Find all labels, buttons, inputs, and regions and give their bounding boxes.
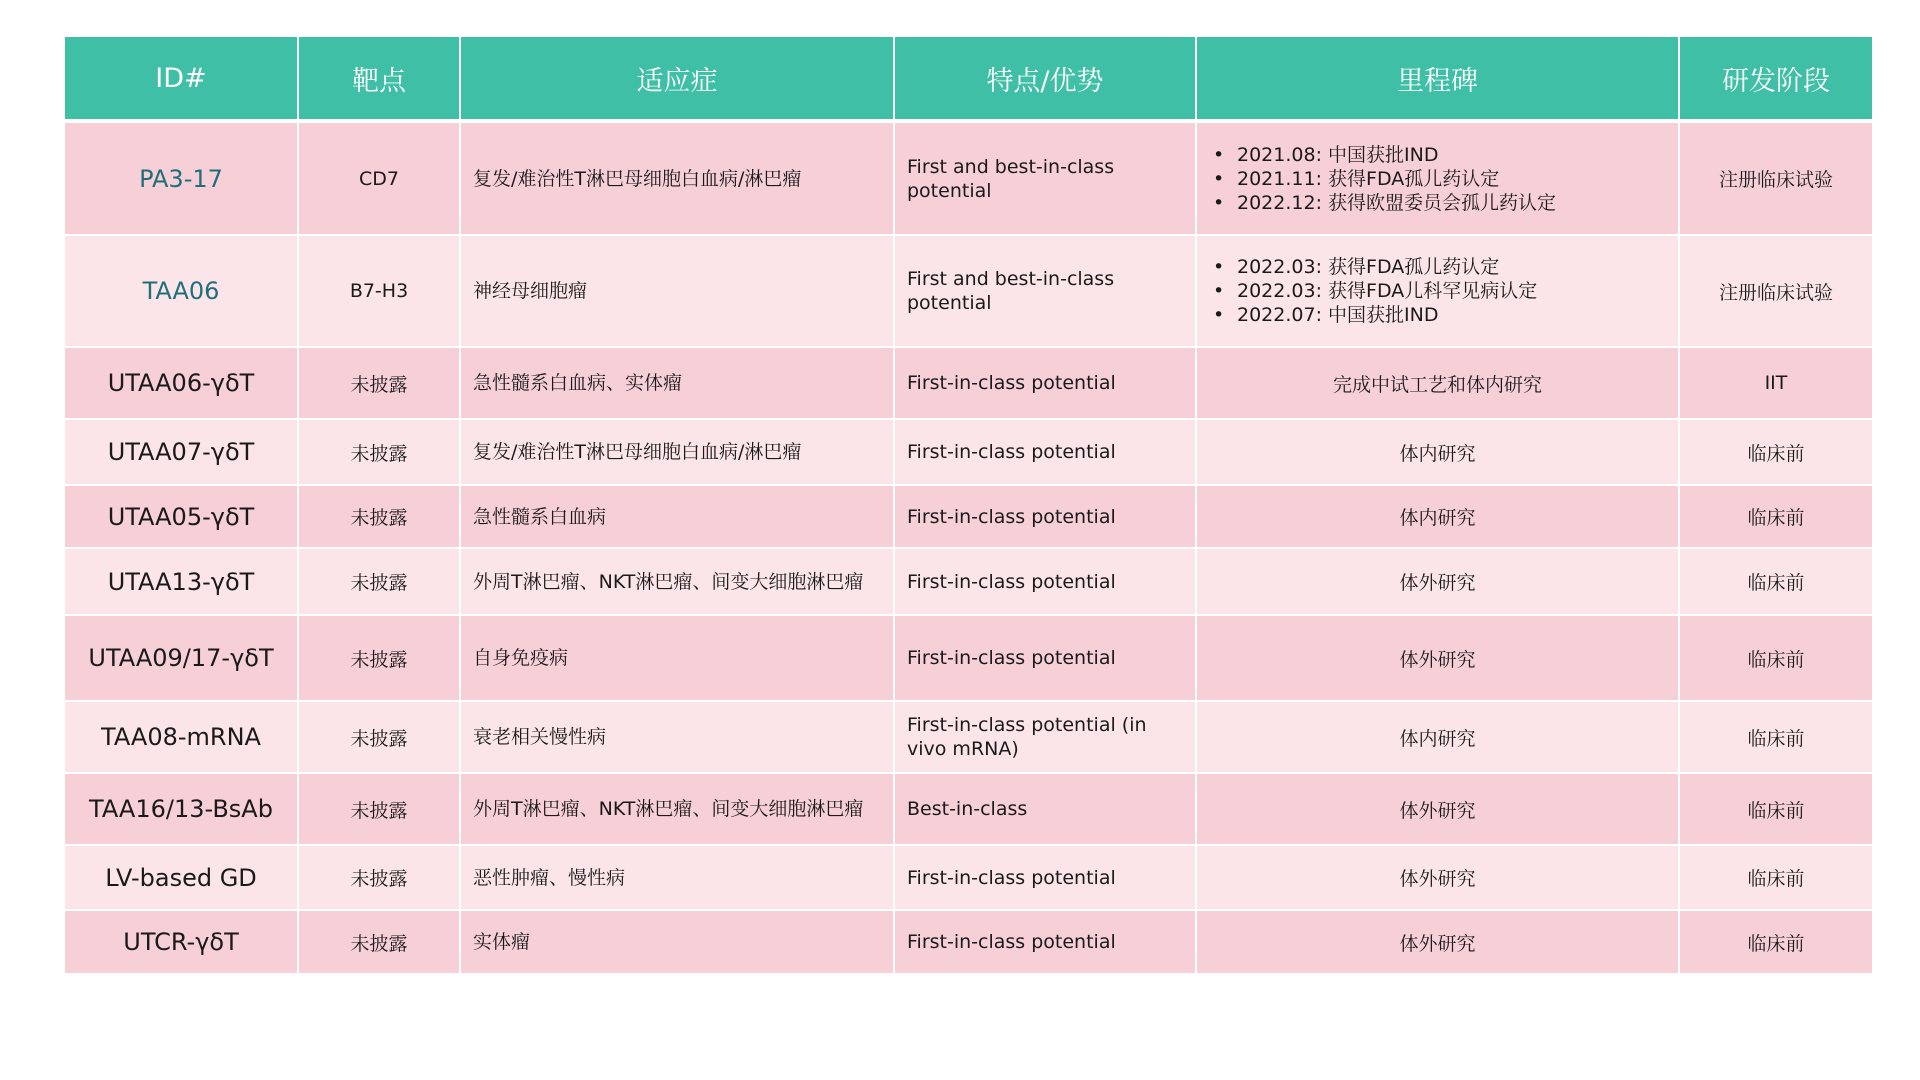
- cell-feature: First-in-class potential (in vivo mRNA): [894, 701, 1196, 773]
- cell-stage: 临床前: [1679, 419, 1872, 485]
- cell-indication: 复发/难治性T淋巴母细胞白血病/淋巴瘤: [460, 121, 894, 235]
- cell-id[interactable]: PA3-17: [65, 121, 298, 235]
- cell-indication: 神经母细胞瘤: [460, 235, 894, 347]
- cell-target: 未披露: [298, 773, 460, 845]
- milestone-item: • 2021.11: 获得FDA孤儿药认定: [1209, 167, 1666, 191]
- cell-indication: 外周T淋巴瘤、NKT淋巴瘤、间变大细胞淋巴瘤: [460, 548, 894, 615]
- cell-target: 未披露: [298, 701, 460, 773]
- header-feature: 特点/优势: [894, 37, 1196, 121]
- cell-target: 未披露: [298, 548, 460, 615]
- milestone-list: [1209, 143, 1666, 215]
- cell-stage: 注册临床试验: [1679, 235, 1872, 347]
- cell-indication: 外周T淋巴瘤、NKT淋巴瘤、间变大细胞淋巴瘤: [460, 773, 894, 845]
- cell-feature: First-in-class potential: [894, 548, 1196, 615]
- header-stage: 研发阶段: [1679, 37, 1872, 121]
- cell-feature: First-in-class potential: [894, 845, 1196, 910]
- cell-stage: 临床前: [1679, 773, 1872, 845]
- cell-stage: 临床前: [1679, 845, 1872, 910]
- cell-indication: 自身免疫病: [460, 615, 894, 701]
- table-header-row: [65, 37, 1872, 121]
- cell-stage: 注册临床试验: [1679, 121, 1872, 235]
- cell-feature: First-in-class potential: [894, 615, 1196, 701]
- cell-stage: 临床前: [1679, 615, 1872, 701]
- cell-indication: 复发/难治性T淋巴母细胞白血病/淋巴瘤: [460, 419, 894, 485]
- cell-stage: 临床前: [1679, 910, 1872, 974]
- table-row: [65, 235, 1872, 347]
- table-row: [65, 485, 1872, 548]
- cell-target: CD7: [298, 121, 460, 235]
- cell-stage: IIT: [1679, 347, 1872, 419]
- cell-indication: 恶性肿瘤、慢性病: [460, 845, 894, 910]
- milestone-item: • 2021.08: 中国获批IND: [1209, 143, 1666, 167]
- cell-stage: 临床前: [1679, 701, 1872, 773]
- cell-milestone: 完成中试工艺和体内研究: [1196, 347, 1679, 419]
- cell-target: 未披露: [298, 910, 460, 974]
- cell-id: UTAA07-γδT: [65, 419, 298, 485]
- header-indication: 适应症: [460, 37, 894, 121]
- table-row: [65, 548, 1872, 615]
- cell-id: UTAA06-γδT: [65, 347, 298, 419]
- table-row: [65, 121, 1872, 235]
- table-row: [65, 419, 1872, 485]
- cell-feature: First and best-in-class potential: [894, 121, 1196, 235]
- cell-id: TAA16/13-BsAb: [65, 773, 298, 845]
- table-row: [65, 773, 1872, 845]
- cell-feature: First-in-class potential: [894, 419, 1196, 485]
- cell-target: 未披露: [298, 419, 460, 485]
- cell-id: UTAA05-γδT: [65, 485, 298, 548]
- cell-milestone: 体外研究: [1196, 910, 1679, 974]
- cell-target: 未披露: [298, 347, 460, 419]
- cell-id[interactable]: TAA06: [65, 235, 298, 347]
- cell-id: UTAA09/17-γδT: [65, 615, 298, 701]
- cell-feature: First-in-class potential: [894, 347, 1196, 419]
- cell-feature: First-in-class potential: [894, 485, 1196, 548]
- table-row: [65, 347, 1872, 419]
- cell-stage: 临床前: [1679, 485, 1872, 548]
- milestone-item: • 2022.03: 获得FDA儿科罕见病认定: [1209, 279, 1666, 303]
- cell-milestone: 体外研究: [1196, 615, 1679, 701]
- table-row: [65, 910, 1872, 974]
- milestone-item: • 2022.07: 中国获批IND: [1209, 303, 1666, 327]
- cell-milestone: [1196, 121, 1679, 235]
- cell-indication: 急性髓系白血病、实体瘤: [460, 347, 894, 419]
- cell-stage: 临床前: [1679, 548, 1872, 615]
- milestone-item: • 2022.03: 获得FDA孤儿药认定: [1209, 255, 1666, 279]
- milestone-item: • 2022.12: 获得欧盟委员会孤儿药认定: [1209, 191, 1666, 215]
- cell-milestone: 体内研究: [1196, 701, 1679, 773]
- cell-milestone: 体外研究: [1196, 845, 1679, 910]
- table-row: [65, 615, 1872, 701]
- cell-id: UTCR-γδT: [65, 910, 298, 974]
- cell-milestone: [1196, 235, 1679, 347]
- pipeline-table: [65, 37, 1872, 975]
- cell-indication: 实体瘤: [460, 910, 894, 974]
- cell-target: 未披露: [298, 485, 460, 548]
- header-id: ID#: [65, 37, 298, 121]
- cell-feature: Best-in-class: [894, 773, 1196, 845]
- header-target: 靶点: [298, 37, 460, 121]
- cell-feature: First-in-class potential: [894, 910, 1196, 974]
- cell-indication: 急性髓系白血病: [460, 485, 894, 548]
- cell-milestone: 体外研究: [1196, 548, 1679, 615]
- cell-milestone: 体外研究: [1196, 773, 1679, 845]
- cell-target: 未披露: [298, 615, 460, 701]
- cell-id: UTAA13-γδT: [65, 548, 298, 615]
- table-row: [65, 701, 1872, 773]
- milestone-list: [1209, 255, 1666, 327]
- cell-id: TAA08-mRNA: [65, 701, 298, 773]
- table-row: [65, 845, 1872, 910]
- cell-milestone: 体内研究: [1196, 485, 1679, 548]
- cell-milestone: 体内研究: [1196, 419, 1679, 485]
- cell-indication: 衰老相关慢性病: [460, 701, 894, 773]
- header-milestone: 里程碑: [1196, 37, 1679, 121]
- cell-id: LV-based GD: [65, 845, 298, 910]
- cell-target: 未披露: [298, 845, 460, 910]
- cell-feature: First and best-in-class potential: [894, 235, 1196, 347]
- cell-target: B7-H3: [298, 235, 460, 347]
